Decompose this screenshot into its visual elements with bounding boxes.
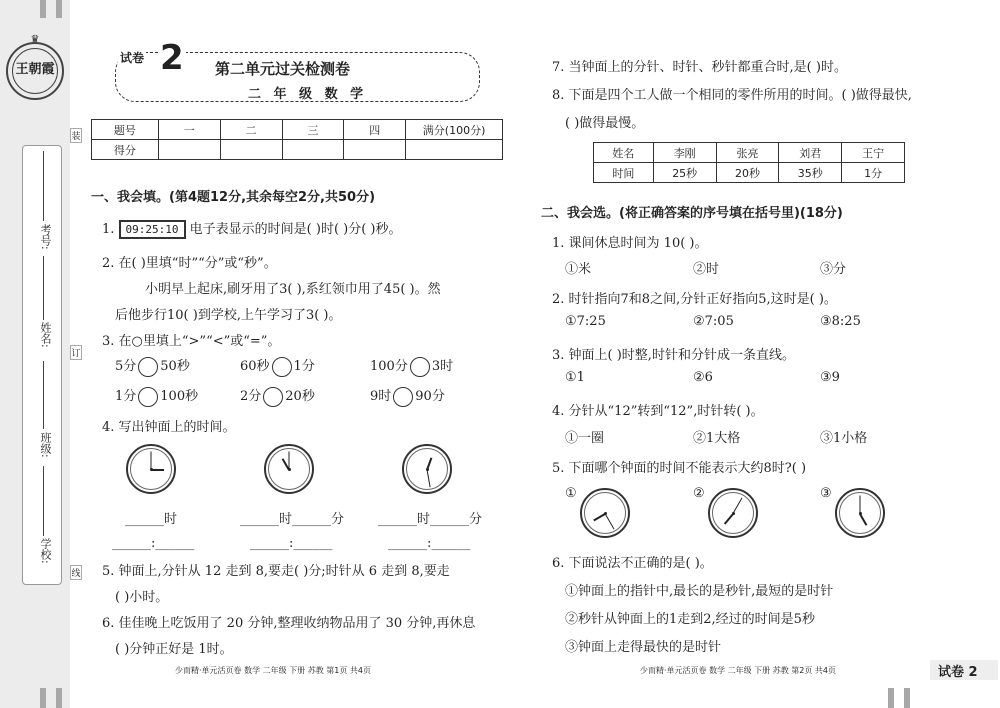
page-footer: 少而精·单元活页卷 数学 二年级 下册 苏教 第1页 共4页 — [175, 666, 371, 675]
choice-question-3: 3. 钟面上( )时整,时针和分针成一条直线。 — [552, 348, 795, 363]
question-5: 5. 钟面上,分针从 12 走到 8,要走( )分;时针从 6 走到 8,要走 — [102, 564, 450, 579]
question-4: 4. 写出钟面上的时间。 — [102, 420, 236, 435]
option[interactable]: ③9 — [820, 370, 840, 385]
question-8: 8. 下面是四个工人做一个相同的零件所用的时间。( )做得最快, — [552, 88, 912, 103]
paper-badge: 试卷 2 — [930, 660, 998, 680]
compare-circle[interactable] — [263, 387, 283, 407]
score-table: 题号 一 二 三 四 满分(100分) 得分 — [91, 119, 503, 160]
answer-line[interactable]: ______时______分 — [240, 512, 345, 527]
option[interactable]: ②秒针从钟面上的1走到2,经过的时间是5秒 — [565, 612, 815, 627]
binding-bar — [904, 688, 910, 708]
fold-mark: 订 — [70, 345, 82, 360]
compare-item: 60秒 1分 — [240, 355, 315, 377]
school-label: 学校: — [39, 538, 52, 564]
question-2: 2. 在( )里填“时”“分”或“秒”。 — [102, 256, 277, 271]
answer-line[interactable]: ______:______ — [388, 536, 471, 551]
section-1-heading: 一、我会填。(第4题12分,其余每空2分,共50分) — [91, 190, 376, 205]
answer-line[interactable]: ______时______分 — [378, 512, 483, 527]
option[interactable]: ②7:05 — [693, 314, 734, 329]
clock-face-icon — [126, 444, 176, 494]
page-subtitle: 二 年 级 数 学 — [248, 87, 368, 102]
binding-bar — [40, 688, 46, 708]
question-3: 3. 在○里填上“>”“<”或“=”。 — [102, 334, 281, 349]
compare-item: 9时 90分 — [370, 385, 445, 407]
option[interactable]: ①1 — [565, 370, 585, 385]
answer-line[interactable]: ______时 — [125, 512, 178, 527]
option[interactable]: ① — [565, 486, 577, 501]
binding-bar — [56, 0, 62, 18]
answer-line[interactable]: ______:______ — [112, 536, 195, 551]
option[interactable]: ③8:25 — [820, 314, 861, 329]
paper-number: 2 — [160, 38, 184, 78]
option[interactable]: ①7:25 — [565, 314, 606, 329]
compare-item: 5分 50秒 — [115, 355, 190, 377]
option[interactable]: ③分 — [820, 262, 847, 277]
compare-circle[interactable] — [138, 387, 158, 407]
answer-line[interactable]: ______:______ — [250, 536, 333, 551]
compare-item: 1分 100秒 — [115, 385, 198, 407]
page-footer: 少而精·单元活页卷 数学 二年级 下册 苏教 第2页 共4页 — [640, 666, 836, 675]
binding-bar — [56, 688, 62, 708]
clock-face-icon — [402, 444, 452, 494]
clock-face-icon — [580, 488, 630, 538]
option[interactable]: ①一圈 — [565, 431, 605, 446]
binding-strip — [0, 0, 70, 708]
clock-face-icon — [264, 444, 314, 494]
option[interactable]: ②6 — [693, 370, 713, 385]
worker-time-table: 姓名 李刚 张亮 刘君 王宁 时间 25秒 20秒 35秒 1分 — [593, 142, 905, 183]
option[interactable]: ②时 — [693, 262, 720, 277]
clock-face-icon — [708, 488, 758, 538]
name-label: 姓名: — [39, 322, 52, 348]
section-2-heading: 二、我会选。(将正确答案的序号填在括号里)(18分) — [541, 206, 843, 221]
page-title: 第二单元过关检测卷 — [215, 60, 351, 78]
option[interactable]: ①钟面上的指针中,最长的是秒针,最短的是时针 — [565, 584, 834, 599]
paper-tag: 试卷 — [120, 51, 145, 65]
clock-face-icon — [835, 488, 885, 538]
compare-item: 100分 3时 — [370, 355, 453, 377]
fold-mark: 线 — [70, 565, 82, 580]
question-7: 7. 当钟面上的分针、时针、秒针都重合时,是( )时。 — [552, 60, 847, 75]
binding-bar — [40, 0, 46, 18]
compare-circle[interactable] — [272, 357, 292, 377]
question-6: 6. 佳佳晚上吃饭用了 20 分钟,整理收纳物品用了 30 分钟,再休息 — [102, 616, 476, 631]
choice-question-2: 2. 时针指向7和8之间,分针正好指向5,这时是( )。 — [552, 292, 837, 307]
class-label: 班级: — [39, 432, 52, 458]
option[interactable]: ①米 — [565, 262, 592, 277]
student-info-panel — [22, 145, 62, 585]
compare-circle[interactable] — [393, 387, 413, 407]
compare-circle[interactable] — [138, 357, 158, 377]
option[interactable]: ② — [693, 486, 705, 501]
option[interactable]: ②1大格 — [693, 431, 741, 446]
choice-question-1: 1. 课间休息时间为 10( )。 — [552, 236, 708, 251]
choice-question-5: 5. 下面哪个钟面的时间不能表示大约8时?( ) — [552, 461, 807, 476]
compare-circle[interactable] — [410, 357, 430, 377]
exam-number-label: 考号: — [39, 224, 52, 250]
binding-bar — [888, 688, 894, 708]
fold-mark: 装 — [70, 128, 82, 143]
option[interactable]: ③1小格 — [820, 431, 868, 446]
option[interactable]: ③钟面上走得最快的是时针 — [565, 640, 722, 655]
choice-question-6: 6. 下面说法不正确的是( )。 — [552, 556, 713, 571]
publisher-logo: ♛ 王朝霞 — [6, 42, 64, 100]
crown-icon: ♛ — [30, 34, 40, 45]
compare-item: 2分 20秒 — [240, 385, 315, 407]
choice-question-4: 4. 分针从“12”转到“12”,时针转( )。 — [552, 404, 764, 419]
option[interactable]: ③ — [820, 486, 832, 501]
question-1: 1. 09:25:10 电子表显示的时间是( )时( )分( )秒。 — [102, 222, 402, 237]
digital-clock: 09:25:10 — [119, 220, 186, 239]
